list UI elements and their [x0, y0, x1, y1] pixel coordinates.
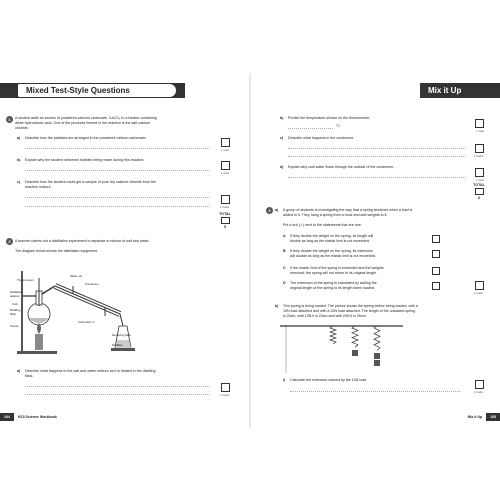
q1c-answer-line-2[interactable]: [25, 206, 210, 207]
right-page: [250, 73, 500, 428]
option-a-letter: A: [283, 234, 286, 238]
left-page-number: 104: [0, 413, 14, 421]
q1b-letter: b): [17, 158, 21, 162]
left-footer: [0, 413, 61, 421]
q1a-answer-line[interactable]: [25, 148, 210, 149]
label-heat-source: Source: [10, 324, 19, 328]
q3a-letter: a): [275, 208, 279, 212]
q2b-answer-line[interactable]: [288, 128, 333, 129]
q3b-letter: b): [275, 304, 279, 308]
right-footer-title: Mix it Up: [467, 415, 483, 419]
q1b-marks: 1 mark: [221, 172, 229, 175]
q2d-mark-box[interactable]: [475, 168, 484, 177]
q2-intro-line-2: The diagram below shows the distillation equipment.: [15, 249, 99, 253]
q3bi-text: Calculate the extension caused by the 10N load.: [290, 378, 368, 382]
label-water-out: Water out: [70, 274, 83, 278]
q2d-text: Explain why cold water flows through the outside of the condenser.: [288, 165, 395, 169]
q1-intro-line-3: chloride.: [15, 126, 29, 130]
left-page: [0, 73, 250, 428]
q2c-answer-line-2[interactable]: [288, 156, 466, 157]
q3a-intro-line-2: added to it. They hang a spring from a hook and add weights to it.: [283, 213, 388, 217]
q1-total-label: TOTAL: [219, 212, 231, 216]
label-distilling-flask: Distilling flask: [10, 308, 21, 316]
option-b-line-2: will double as long as the elastic limit is not exceeded.: [290, 254, 376, 258]
q2c-answer-line-1[interactable]: [288, 148, 466, 149]
q1-intro-line-1: A student adds an excess of powdered calcium carbonate, CaCO₃ to a beaker containing: [15, 116, 157, 120]
q1b-text: Explain why the student observed bubbles being made during this reaction.: [25, 158, 145, 162]
q3bi-marks: 2 marks: [474, 391, 484, 394]
q2d-answer-line[interactable]: [288, 177, 466, 178]
workbook-spread: [0, 73, 500, 428]
label-adaptor: Distillation adaptor: [10, 290, 23, 298]
q3a-mark-box[interactable]: [475, 281, 484, 290]
q3a-instruction: Put a tick (✓) next to the statements that are true.: [283, 223, 362, 227]
option-b-tickbox[interactable]: [432, 250, 440, 258]
q1c-answer-line-1[interactable]: [25, 197, 210, 198]
q1b-mark-box[interactable]: [221, 161, 230, 170]
option-b-line-1: If they double the weight on the spring, its extension: [290, 249, 373, 253]
q3bi-answer-line[interactable]: [290, 391, 460, 392]
right-banner-title: Mix it Up: [428, 86, 462, 95]
option-a-line-1: If they double the weight on the spring, its length will: [290, 234, 374, 238]
q1a-letter: a): [17, 136, 21, 140]
option-c-line-1: If the elastic limit of the spring is exceeded and the weights: [290, 266, 384, 270]
option-d-line-1: The extension of the spring is calculated by adding the: [290, 281, 377, 285]
label-distillate: Distillate: [112, 343, 123, 347]
label-condenser: Condenser: [85, 282, 99, 286]
q3b-line-3: is 20cm, with 10N it is 23cm and with 20N it is 26cm.: [283, 314, 367, 318]
left-banner: [0, 83, 185, 98]
q2a-answer-line-1[interactable]: [25, 386, 210, 387]
q1-intro-line-2: dilute hydrochloric acid. One of the products formed in the reaction is the salt calcium: [15, 121, 151, 125]
right-banner: [420, 83, 500, 98]
q1-total-box: [221, 217, 230, 224]
label-cork: Cork: [12, 302, 18, 306]
q1c-marks: 3 marks: [220, 206, 230, 209]
q2a-marks: 2 marks: [220, 394, 230, 397]
springs-illustration: [278, 323, 408, 375]
q2a-answer-line-2[interactable]: [25, 394, 210, 395]
q2b-text: Predict the temperature shown on the thermometer.: [288, 116, 371, 120]
q2b-unit: °C: [336, 124, 341, 128]
q2a-mark-box[interactable]: [221, 383, 230, 392]
q3a-marks: 2 marks: [474, 292, 484, 295]
q3b-line-2: 10N load attached and with a 20N load attached. The length of the unloaded spring: [283, 309, 416, 313]
q1a-marks: 1 mark: [221, 149, 229, 152]
q1c-mark-box[interactable]: [221, 195, 230, 204]
left-banner-title: Mixed Test-Style Questions: [18, 84, 176, 97]
distillation-diagram: [15, 256, 155, 366]
q2b-marks: 1 mark: [476, 130, 484, 133]
q3bi-mark-box[interactable]: [475, 380, 484, 389]
q2-total-label: TOTAL: [473, 183, 485, 187]
q2a-line-1: Describe what happens to the salt and water mixture as it is heated in the distilling: [25, 369, 156, 373]
q1-total-value: 5: [224, 225, 226, 229]
q2c-letter: c): [280, 136, 284, 140]
q2-intro-line-1: A teacher carries out a distillation experiment to separate a mixture of salt and water.: [15, 239, 150, 243]
label-thermometer: Thermometer: [17, 278, 34, 282]
q1c-letter: c): [17, 180, 21, 184]
q1c-line-2: reaction mixture.: [25, 185, 52, 189]
option-b-letter: B: [283, 249, 286, 253]
right-page-number: 105: [486, 413, 500, 421]
option-c-tickbox[interactable]: [432, 267, 440, 275]
left-footer-title: KS3 Science Workbook: [17, 415, 57, 419]
option-d-tickbox[interactable]: [432, 282, 440, 290]
option-d-letter: D: [283, 281, 286, 285]
q2d-letter: d): [280, 165, 284, 169]
q2b-letter: b): [280, 116, 284, 120]
q2-total-box: [475, 188, 484, 195]
q3a-intro-line-1: A group of students is investigating the way that a spring stretches when a load is: [283, 208, 413, 212]
question-1-number: 1: [6, 116, 13, 123]
q2-total-value: 6: [478, 196, 480, 200]
right-footer: [464, 413, 500, 421]
option-d-line-2: original length of the spring to its length when loaded.: [290, 286, 375, 290]
q1a-mark-box[interactable]: [221, 138, 230, 147]
label-cold-water-in: Cold water in: [78, 320, 95, 324]
option-a-tickbox[interactable]: [432, 235, 440, 243]
q2a-letter: a): [17, 369, 21, 373]
label-receiving-flask: Receiving flask: [112, 333, 131, 337]
option-a-line-2: double as long as the elastic limit is not exceeded.: [290, 239, 370, 243]
q3bi-letter: i): [283, 378, 286, 382]
q2a-line-2: flask.: [25, 374, 34, 378]
q1c-line-1: Describe how the student could get a sample of pure dry calcium chloride from the: [25, 180, 156, 184]
question-3-number: 3: [266, 207, 273, 214]
q2c-mark-box[interactable]: [475, 144, 484, 153]
q2c-text: Describe what happens in the condenser.: [288, 136, 354, 140]
q1a-text: Describe how the particles are arranged in the powdered calcium carbonate.: [25, 136, 147, 140]
question-2-number: 2: [6, 238, 13, 245]
option-c-letter: C: [283, 266, 286, 270]
q2d-marks: 1 mark: [476, 179, 484, 182]
option-c-line-2: removed, the spring will not return to its original length.: [290, 271, 378, 275]
q2b-mark-box[interactable]: [475, 119, 484, 128]
q3b-line-1: This spring is being loaded. The picture shows the spring before being loaded, with a: [283, 304, 418, 308]
q1b-answer-line[interactable]: [25, 170, 210, 171]
q2c-marks: 2 marks: [474, 155, 484, 158]
